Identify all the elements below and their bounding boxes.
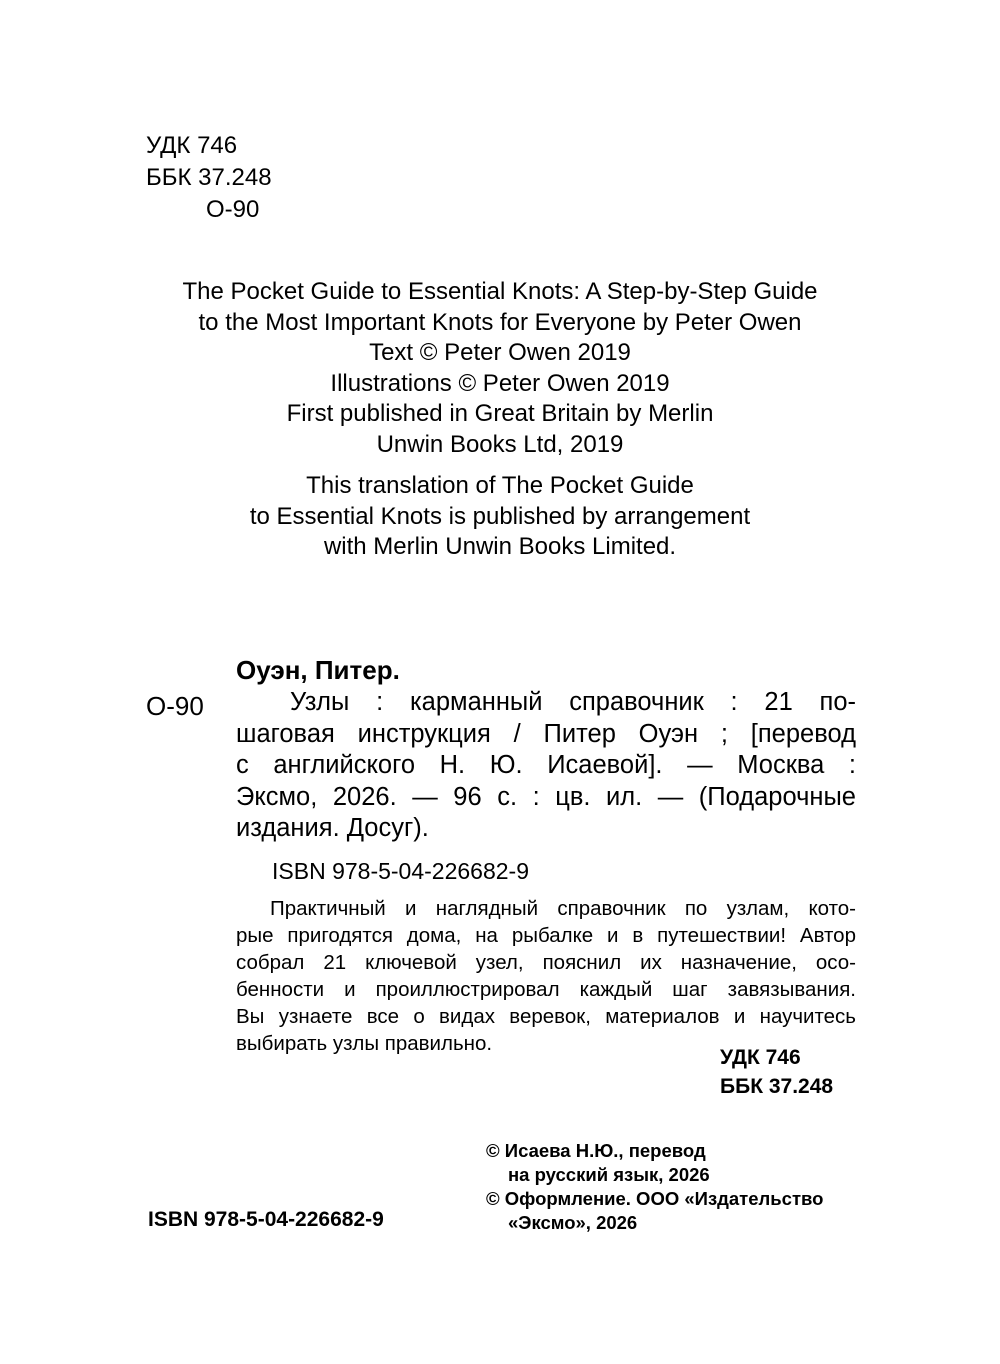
bibliographic-description xyxy=(236,687,856,845)
annotation-line: рые пригодятся дома, на рыбалке и в путешествии! Автор xyxy=(236,924,856,947)
bottom-classification xyxy=(720,1043,833,1101)
original-copyright-notice xyxy=(100,277,900,460)
author-heading: Оуэн, Питер. xyxy=(236,655,400,685)
notice-line: Unwin Books Ltd, 2019 xyxy=(376,430,624,458)
isbn-bottom: ISBN 978-5-04-226682-9 xyxy=(148,1208,384,1231)
description-line: Узлы : карманный справочник : 21 по- xyxy=(290,688,856,716)
author-mark-top: О-90 xyxy=(206,196,260,223)
author-mark-margin: О-90 xyxy=(146,691,204,721)
translation-line: to Essential Knots is published by arrangement xyxy=(249,502,751,530)
notice-line: The Pocket Guide to Essential Knots: A Step-by-Step Guide xyxy=(182,278,818,305)
translation-notice xyxy=(100,471,900,563)
udk-code-top: УДК 746 xyxy=(146,132,238,159)
notice-line: Text © Peter Owen 2019 xyxy=(369,339,631,366)
notice-line: to the Most Important Knots for Everyone by Peter Owen xyxy=(198,308,802,336)
description-line: с английского Н. Ю. Исаевой]. — Москва : xyxy=(236,751,856,779)
description-line: Эксмо, 2026. — 96 с. : цв. ил. — (Подарочные xyxy=(236,782,856,811)
description-line: издания. Досуг). xyxy=(236,814,429,842)
translation-copyright-cont: на русский язык, 2026 xyxy=(508,1164,710,1185)
notice-line: First published in Great Britain by Merlin xyxy=(286,400,714,427)
notice-line: Illustrations © Peter Owen 2019 xyxy=(330,369,670,397)
bbk-code-bottom: ББК 37.248 xyxy=(720,1075,834,1098)
udk-code-bottom: УДК 746 xyxy=(720,1046,801,1069)
translation-copyright: © Исаева Н.Ю., перевод xyxy=(486,1140,706,1161)
annotation-line: собрал 21 ключевой узел, пояснил их назначение, осо- xyxy=(236,951,856,974)
annotation-line: бенности и проиллюстрировал каждый шаг завязывания. xyxy=(236,978,856,1001)
description-line: шаговая инструкция / Питер Оуэн ; [перевод xyxy=(236,719,856,748)
copyright-holders xyxy=(486,1139,823,1235)
annotation xyxy=(236,895,856,1057)
annotation-line: Вы узнаете все о видах веревок, материалов и научитесь xyxy=(236,1005,856,1028)
annotation-line: Практичный и наглядный справочник по узлам, кото- xyxy=(270,897,856,920)
isbn-record: ISBN 978-5-04-226682-9 xyxy=(272,858,529,884)
design-copyright-cont: «Эксмо», 2026 xyxy=(508,1212,638,1233)
bbk-code-top: ББК 37.248 xyxy=(146,164,272,191)
annotation-line: выбирать узлы правильно. xyxy=(236,1032,493,1055)
translation-line: with Merlin Unwin Books Limited. xyxy=(323,533,677,560)
translation-line: This translation of The Pocket Guide xyxy=(306,472,694,499)
design-copyright: © Оформление. ООО «Издательство xyxy=(486,1188,824,1209)
